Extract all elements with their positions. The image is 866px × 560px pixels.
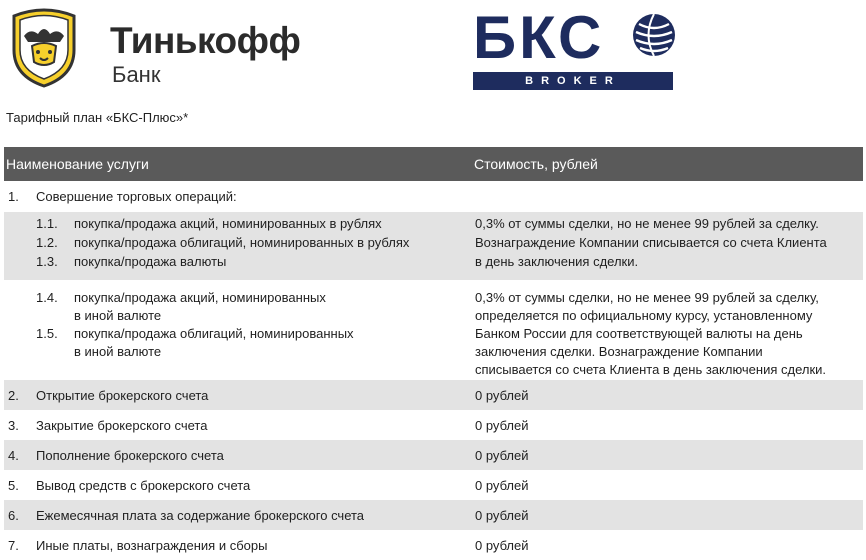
table-row	[4, 181, 863, 212]
row-cost: 0 рублей	[475, 418, 529, 433]
row-cost: 0 рублей	[475, 478, 529, 493]
row-number: 4.	[8, 448, 19, 463]
row-label: Совершение торговых операций:	[36, 189, 237, 204]
row-label: Закрытие брокерского счета	[36, 418, 208, 433]
globe-icon	[631, 12, 677, 58]
row-label: покупка/продажа облигаций, номинированных	[74, 326, 354, 341]
row-number: 3.	[8, 418, 19, 433]
column-header-service: Наименование услуги	[6, 156, 149, 172]
column-header-cost: Стоимость, рублей	[474, 156, 598, 172]
row-number: 5.	[8, 478, 19, 493]
tinkoff-shield-icon	[8, 6, 80, 88]
cost-line: Банком России для соответствующей валюты на день	[475, 326, 803, 341]
tariff-table	[4, 147, 863, 560]
row-label: Открытие брокерского счета	[36, 388, 209, 403]
table-row	[4, 530, 863, 560]
row-label: в иной валюте	[74, 308, 162, 323]
row-number: 1.5.	[36, 326, 58, 341]
row-label: покупка/продажа облигаций, номинированных в рублях	[74, 235, 410, 250]
table-row	[4, 380, 863, 410]
row-number: 1.3.	[36, 254, 58, 269]
bks-letters: БКС	[473, 4, 605, 71]
cost-line: Вознаграждение Компании списывается со счета Клиента	[475, 235, 827, 250]
cost-line: 0,3% от суммы сделки, но не менее 99 рублей за сделку,	[475, 290, 819, 305]
cost-line: 0,3% от суммы сделки, но не менее 99 рублей за сделку.	[475, 216, 819, 231]
row-label: Ежемесячная плата за содержание брокерского счета	[36, 508, 365, 523]
cost-line: заключения сделки. Вознаграждение Компании	[475, 344, 763, 359]
tinkoff-subtitle: Банк	[112, 62, 161, 87]
row-number: 6.	[8, 508, 19, 523]
row-label: покупка/продажа акций, номинированных в рублях	[74, 216, 382, 231]
row-number: 1.4.	[36, 290, 58, 305]
table-row	[4, 470, 863, 500]
row-cost: 0 рублей	[475, 538, 529, 553]
cost-line: списывается со счета Клиента в день заключения сделки.	[475, 362, 827, 377]
row-label: покупка/продажа акций, номинированных	[74, 290, 326, 305]
tinkoff-name: Тинькофф	[110, 20, 301, 61]
plan-title: Тарифный план «БКС-Плюс»*	[6, 110, 189, 125]
table-row	[4, 280, 863, 380]
row-label: в иной валюте	[74, 344, 162, 359]
bks-broker-bar: BROKER	[473, 72, 673, 90]
row-cost: 0 рублей	[475, 388, 529, 403]
row-label: Вывод средств с брокерского счета	[36, 478, 251, 493]
tinkoff-logo	[6, 6, 301, 88]
bks-logo	[473, 4, 675, 92]
row-label: Пополнение брокерского счета	[36, 448, 224, 463]
table-row	[4, 440, 863, 470]
row-label: покупка/продажа валюты	[74, 254, 227, 269]
row-number: 1.1.	[36, 216, 58, 231]
row-number: 1.	[8, 189, 19, 204]
row-number: 7.	[8, 538, 19, 553]
row-cost: 0 рублей	[475, 448, 529, 463]
table-row	[4, 410, 863, 440]
table-row	[4, 500, 863, 530]
table-header	[4, 147, 863, 181]
cost-line: определяется по официальному курсу, установленному	[475, 308, 813, 323]
row-cost: 0 рублей	[475, 508, 529, 523]
row-label: Иные платы, вознаграждения и сборы	[36, 538, 268, 553]
table-row	[4, 212, 863, 280]
row-number: 2.	[8, 388, 19, 403]
cost-line: в день заключения сделки.	[475, 254, 639, 269]
row-number: 1.2.	[36, 235, 58, 250]
